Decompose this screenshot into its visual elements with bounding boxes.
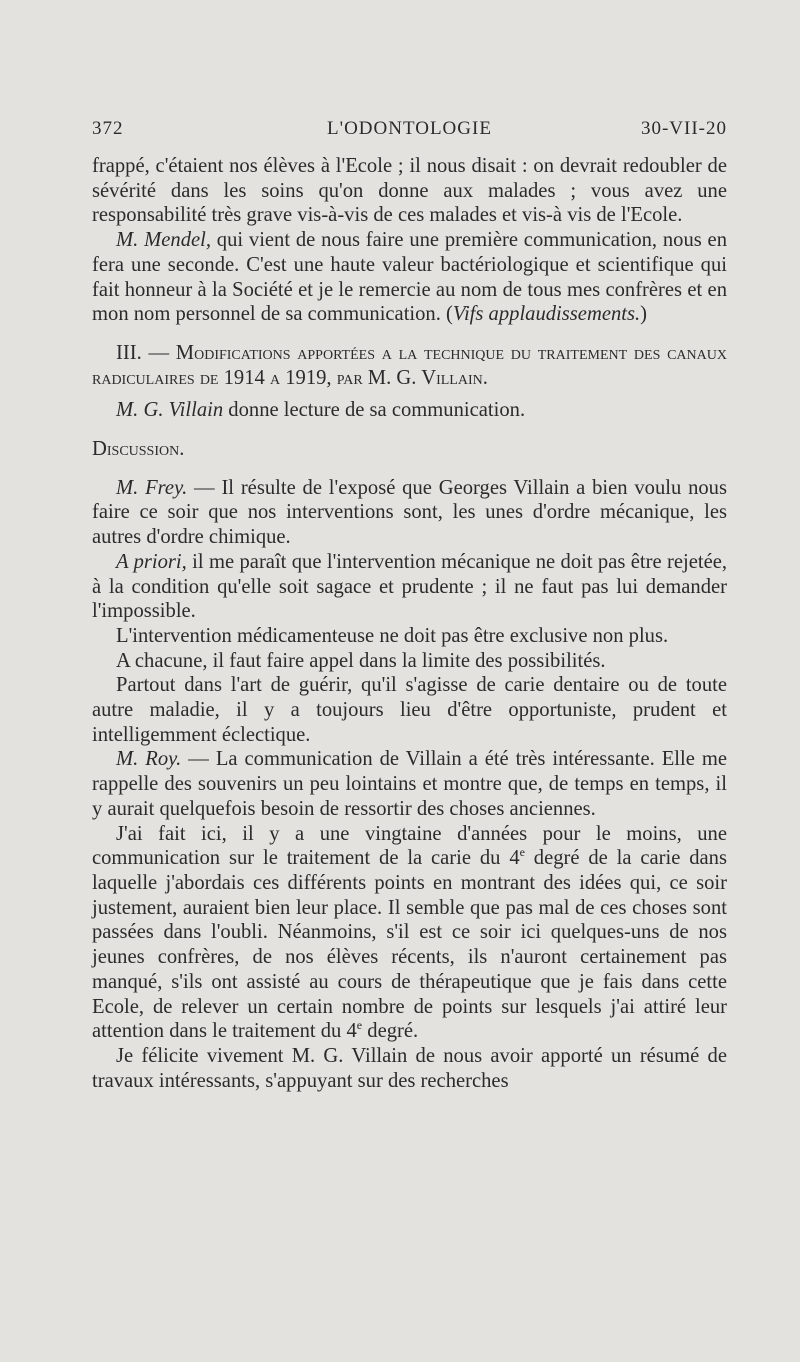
issue-date: 30-VII-20 [640, 118, 727, 139]
applause-note: Vifs applaudissements. [452, 303, 641, 326]
paragraph: Je félicite vivement M. G. Villain de nous avoir apporté un résumé de travaux intéressants, s'appuyant sur des recherches [92, 1044, 727, 1092]
paragraph: M. Frey. — Il résulte de l'exposé que Georges Villain a bien voulu nous faire ce soir que nos interventions sont, les unes d'ordre mécanique, les autres d'ordre chimique. [92, 476, 727, 549]
paragraph: frappé, c'étaient nos élèves à l'Ecole ; il nous disait : on devrait redoubler de sévérité dans les soins qu'on donne aux malades ; vous avez une responsabilité très grave vis-à-vis de ces malades et vis-à vis de l'Ecole. [92, 155, 727, 227]
speaker-name: M. G. Villain [116, 399, 224, 422]
running-title: L'ODONTOLOGIE [327, 118, 492, 139]
paragraph: M. Mendel, qui vient de nous faire une première communication, nous en fera une seconde. C'est une haute valeur bactériologique et scientifique qui fait honneur à la Société et je le remercie au nom de tous mes confrères et en mon nom personnel de sa communication. (Vifs applaudissements.) [92, 229, 727, 326]
paragraph: A chacune, il faut faire appel dans la limite des possibilités. [116, 649, 606, 672]
paragraph: M. Roy. — La communication de Villain a été très intéressante. Elle me rappelle des souvenirs un peu lointains et montre que, de temps en temps, il y aurait quelquefois besoin de ressortir des choses anciennes. [92, 748, 727, 820]
speaker-name: M. Mendel, [116, 229, 211, 252]
section-heading: III. — Modifications apportées a la technique du traitement des canaux radiculaires de 1914 a 1919, par M. G. Villain. [92, 341, 727, 389]
speaker-name: M. Frey. [116, 476, 188, 499]
paragraph: L'intervention médicamenteuse ne doit pas être exclusive non plus. [116, 624, 669, 647]
discussion-heading: Discussion. [92, 438, 185, 461]
paragraph: Partout dans l'art de guérir, qu'il s'agisse de carie dentaire ou de toute autre maladie, il y a toujours lieu d'être opportuniste, prudent et intelligemment éclectique. [92, 674, 727, 746]
paragraph: M. G. Villain donne lecture de sa communication. [116, 399, 526, 422]
page-number: 372 [92, 118, 124, 139]
speaker-name: M. Roy. [116, 748, 182, 771]
paragraph: J'ai fait ici, il y a une vingtaine d'années pour le moins, une communication sur le traitement de la carie du 4e degré de la carie dans laquelle j'abordais ces différents points en montrant des idées qui, ce soir justement, auraient bien leur place. Il semble que pas mal de ces choses sont passées dans l'oubli. Néanmoins, s'il est ce soir ici quelques-uns de nos jeunes confrères, de nos élèves récents, ils n'auront certainement pas manqué, s'ils ont assisté au cours de thérapeutique que je fais dans cette Ecole, de relever un certain nombre de points sur lesquels j'ai attiré leur attention dans le traitement du 4e degré. [92, 822, 727, 1043]
paragraph: A priori, il me paraît que l'intervention mécanique ne doit pas être rejetée, à la condition qu'elle soit sagace et prudente ; il ne faut pas lui demander l'impossible. [92, 550, 727, 623]
page-body [92, 154, 727, 1093]
